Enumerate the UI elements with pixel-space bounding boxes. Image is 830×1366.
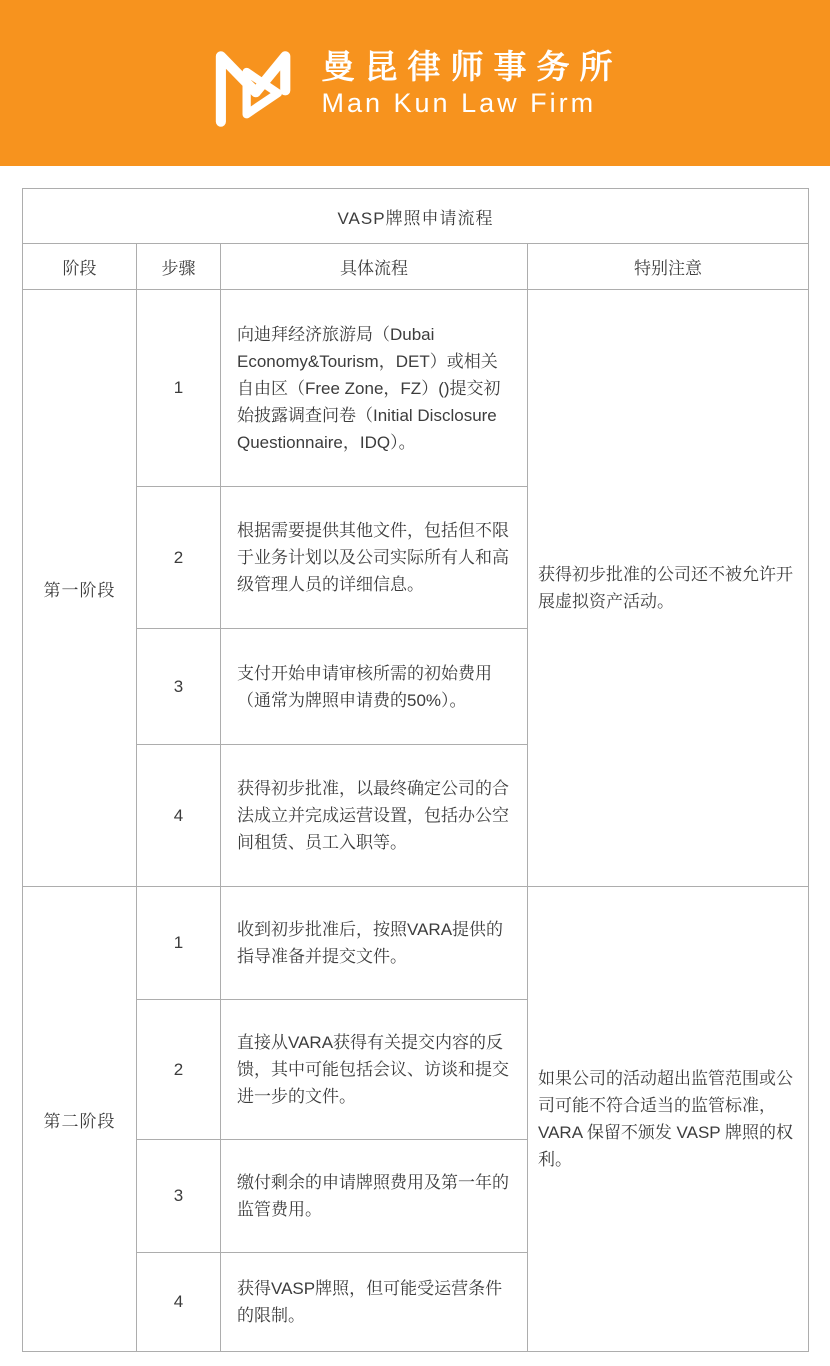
stage-2-step-2-text: 直接从VARA获得有关提交内容的反馈，其中可能包括会议、访谈和提交进一步的文件。 bbox=[221, 1000, 528, 1140]
table-title: VASP牌照申请流程 bbox=[23, 189, 809, 244]
stage-1-note: 获得初步批准的公司还不被允许开展虚拟资产活动。 bbox=[528, 290, 809, 887]
column-header-process: 具体流程 bbox=[221, 244, 528, 290]
stage-2-step-3-text: 缴付剩余的申请牌照费用及第一年的监管费用。 bbox=[221, 1140, 528, 1253]
stage-2-step-1-text: 收到初步批准后，按照VARA提供的指导准备并提交文件。 bbox=[221, 887, 528, 1000]
stage-2-label: 第二阶段 bbox=[23, 887, 137, 1352]
stage-1-step-3-number: 3 bbox=[137, 629, 221, 745]
brand-name-en: Man Kun Law Firm bbox=[321, 88, 597, 119]
table-header-row bbox=[23, 244, 809, 290]
stage-2-note: 如果公司的活动超出监管范围或公司可能不符合适当的监管标准，VARA 保留不颁发 VASP 牌照的权利。 bbox=[528, 887, 809, 1352]
table-row bbox=[23, 887, 809, 1000]
stage-1-step-4-text: 获得初步批准，以最终确定公司的合法成立并完成运营设置，包括办公空间租赁、员工入职等。 bbox=[221, 745, 528, 887]
brand-text bbox=[322, 46, 623, 120]
brand-name-cjk: 曼昆律师事务所 bbox=[321, 48, 623, 86]
vasp-process-table bbox=[22, 188, 808, 1352]
stage-2-step-1-number: 1 bbox=[137, 887, 221, 1000]
stage-1-label: 第一阶段 bbox=[23, 290, 137, 887]
column-header-step: 步骤 bbox=[137, 244, 221, 290]
stage-2-step-2-number: 2 bbox=[137, 1000, 221, 1140]
stage-1-step-3-text: 支付开始申请审核所需的初始费用（通常为牌照申请费的50%）。 bbox=[221, 629, 528, 745]
stage-2-step-3-number: 3 bbox=[137, 1140, 221, 1253]
stage-2-step-4-number: 4 bbox=[137, 1253, 221, 1352]
man-kun-logo-icon bbox=[208, 36, 300, 130]
stage-1-step-4-number: 4 bbox=[137, 745, 221, 887]
table-row bbox=[23, 290, 809, 487]
column-header-stage: 阶段 bbox=[23, 244, 137, 290]
brand-header bbox=[0, 0, 830, 166]
column-header-notes: 特别注意 bbox=[528, 244, 809, 290]
brand-lockup bbox=[208, 36, 623, 130]
stage-1-step-2-text: 根据需要提供其他文件，包括但不限于业务计划以及公司实际所有人和高级管理人员的详细信息。 bbox=[221, 487, 528, 629]
table-title-row bbox=[23, 189, 809, 244]
stage-2-step-4-text: 获得VASP牌照，但可能受运营条件的限制。 bbox=[221, 1253, 528, 1352]
stage-1-step-2-number: 2 bbox=[137, 487, 221, 629]
stage-1-step-1-number: 1 bbox=[137, 290, 221, 487]
stage-1-step-1-text: 向迪拜经济旅游局（Dubai Economy&Tourism，DET）或相关自由区（Free Zone，FZ）()提交初始披露调查问卷（Initial Disclosure Questionnaire，IDQ）。 bbox=[221, 290, 528, 487]
